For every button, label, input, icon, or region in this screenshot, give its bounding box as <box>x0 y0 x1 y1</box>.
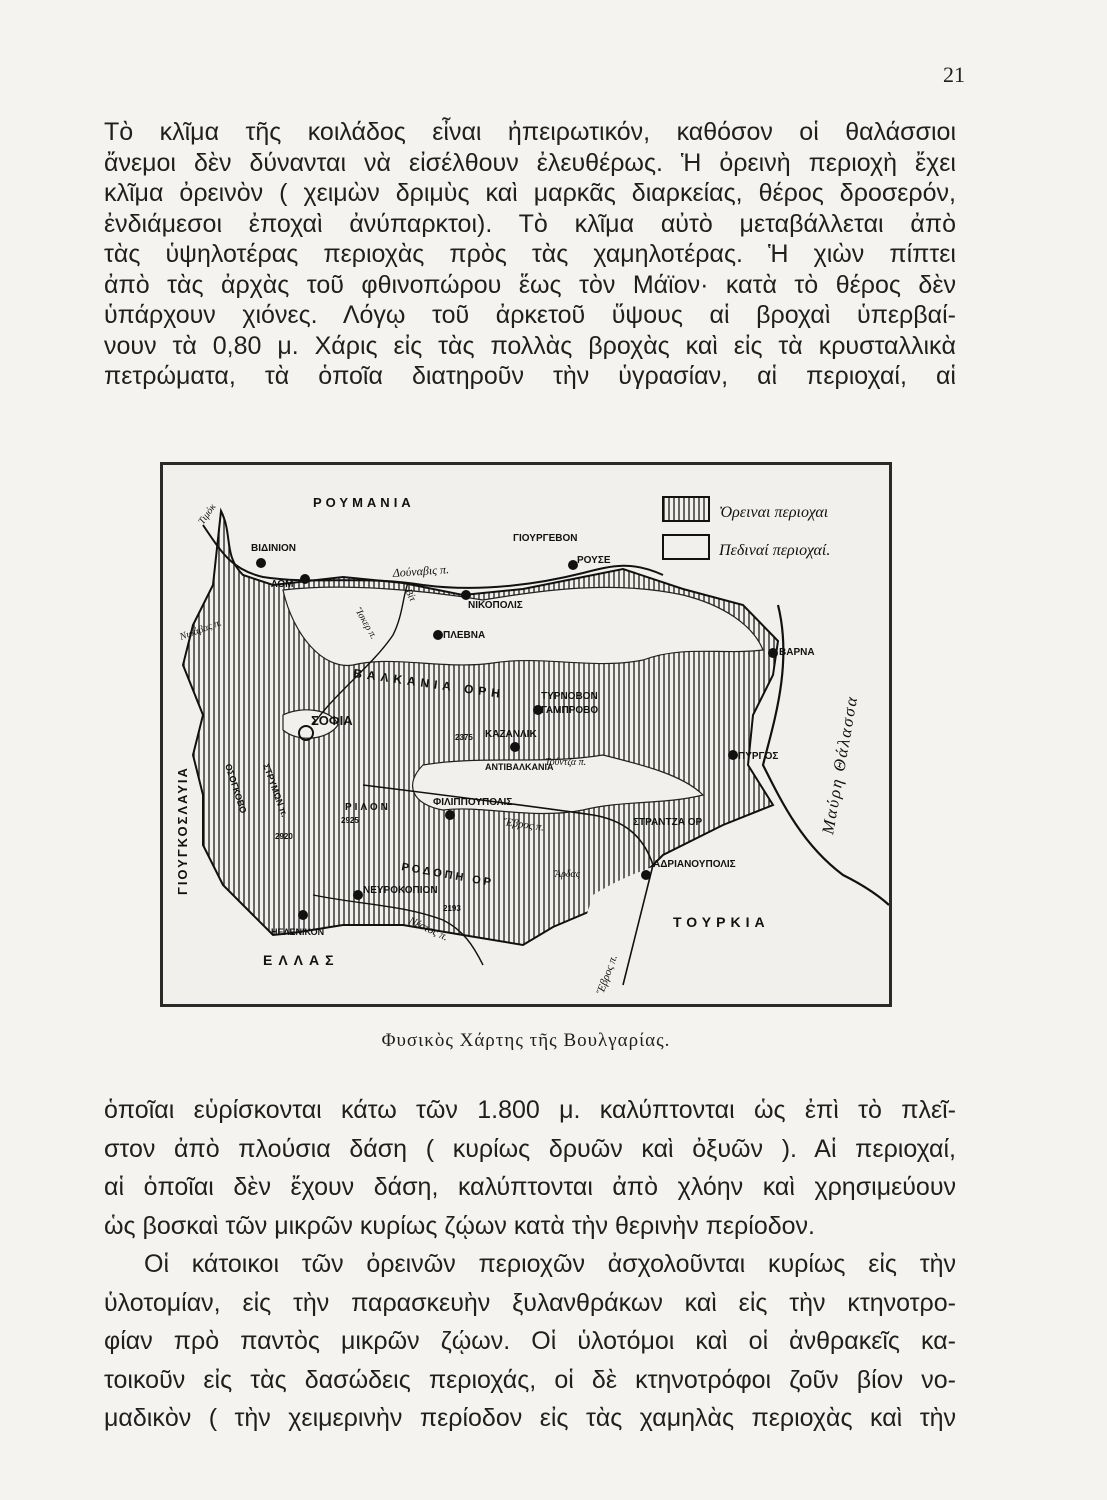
label-nisava: Νισάβας π. <box>178 617 224 643</box>
label-alt-rodopi: 2193 <box>443 904 461 913</box>
text-line: τοικοῦν εἰς τὰς δασώδεις περιοχάς, οἱ δὲ κτηνοτρόφοι ζοῦν βίον νο- <box>104 1365 956 1394</box>
text-line: αἱ ὁποῖαι δὲν ἔχουν δάση, καλύπτονται ἀπὸ χλόην καὶ χρησιμεύουν <box>104 1173 956 1201</box>
label-sofia: ΣΟΦΙΑ <box>311 713 353 728</box>
page-number: 21 <box>943 62 965 87</box>
label-helenikon: ΗΕΛΕΝΙΚΟΝ <box>271 927 325 937</box>
city-nevrokopion <box>353 890 363 900</box>
city-pyrgos <box>728 750 738 760</box>
label-struma: ΣΤΡΥΜΩΝ π. <box>261 762 290 819</box>
label-alt-balkan: 2375 <box>455 733 473 742</box>
label-giourgevo: ΓΙΟΥΡΓΕΒΟΝ <box>513 533 578 544</box>
city-varna <box>768 648 778 658</box>
label-evros-lower: Ἕβρος π. <box>594 953 620 997</box>
city-lom <box>300 574 310 584</box>
label-iskar: Ἴσκερ π. <box>352 606 380 642</box>
text-line: τὰς ὑψηλοτέρας περιοχὰς πρὸς τὰς χαμηλοτέρας. Ἡ χιὼν πίπτει <box>104 240 956 268</box>
label-nevrokopion: ΝΕΥΡΟΚΟΠΙΟΝ <box>363 885 438 896</box>
city-helenikon <box>298 910 308 920</box>
label-gabrovo: ΓΑΜΠΡΟΒΟ <box>541 705 599 716</box>
label-tundza: Τούντζα π. <box>545 757 587 768</box>
city-filippoupolis <box>445 810 455 820</box>
label-nikopolis: ΝΙΚΟΠΟΛΙΣ <box>468 600 523 611</box>
text-line: κλῖμα ὀρεινὸν ( χειμὼν δριμὺς καὶ μαρκᾶς διαρκείας, θέρος δροσερόν, <box>104 179 956 207</box>
label-balkan: ΒΑΛΚΑΝΙΑ ΟΡΗ <box>352 666 506 702</box>
label-nestos: Νέστος π. <box>406 914 450 944</box>
legend-mountain-label: Ὀρειναι περιοχαι <box>719 504 829 521</box>
city-vidin <box>256 558 266 568</box>
text-line: ὁποῖαι εὑρίσκονται κάτω τῶν 1.800 μ. καλύπτονται ὡς ἐπὶ τὸ πλεῖ- <box>104 1096 956 1124</box>
label-timok: Τιμόκ <box>196 501 219 527</box>
text-line: νουν τὰ 0,80 μ. Χάρις εἰς τὰς πολλὰς βροχὰς καὶ εἰς τὰ κρυσταλλικὰ <box>104 331 956 360</box>
text-line: ἀπὸ τὰς ἀρχὰς τοῦ φθινοπώρου ἕως τὸν Μάϊον· κατὰ τὸ θέρος δὲν <box>104 270 956 299</box>
label-antibalkan: ΑΝΤΙΒΑΛΚΑΝΙΑ <box>485 762 554 772</box>
label-romania: ΡΟΥΜΑΝΙΑ <box>313 495 415 510</box>
label-rila: ΡΙΛΟΝ <box>345 802 391 813</box>
text-line: πετρώματα, τὰ ὁποῖα διατηροῦν τὴν ὑγρασίαν, αἱ περιοχαί, αἱ <box>104 362 956 390</box>
label-alt-pirin: 2920 <box>275 832 293 841</box>
bulgaria-physical-map <box>160 462 892 1007</box>
paragraph-forests <box>104 1091 956 1245</box>
text-line: ὑλοτομίαν, εἰς τὴν παρασκευὴν ξυλανθράκων καὶ εἰς τὴν κτηνοτρο- <box>104 1288 956 1317</box>
label-alt-rila: 2925 <box>341 816 359 825</box>
legend-plain-swatch <box>663 535 709 559</box>
city-plevna <box>433 630 443 640</box>
text-line: ἐνδιάμεσοι ἐποχαὶ ἀνύπαρκτοι). Τὸ κλῖμα αὐτὸ μεταβάλλεται ἀπὸ <box>104 209 956 238</box>
text-line: Τὸ κλῖμα τῆς κοιλάδος εἶναι ἠπειρωτικόν, καθόσον οἱ θαλάσσιοι <box>104 118 956 146</box>
label-vit: Βίτ <box>402 587 418 604</box>
label-evros: Ἕβρος π. <box>502 816 545 834</box>
text-line: ἄνεμοι δὲν δύνανται νὰ εἰσέλθουν ἐλευθέρως. Ἡ ὀρεινὴ περιοχὴ ἔχει <box>104 148 956 177</box>
label-osogovo: ΟΣΟΓΚΟΒΟ <box>223 762 249 815</box>
city-nikopolis <box>461 590 471 600</box>
label-filippoupolis: ΦΙΛΙΠΠΟΥΠΟΛΙΣ <box>433 797 513 808</box>
label-rodopi: ΡΟΔΟΠΗ ΟΡ <box>400 861 495 890</box>
label-arda: Ἄρδας <box>555 869 580 880</box>
paragraph-climate <box>104 117 956 392</box>
map-drawing <box>163 465 889 1004</box>
text-line: φίαν πρὸ παντὸς μικρῶν ζῴων. Οἱ ὑλοτόμοι καὶ οἱ ἀνθρακεῖς κα- <box>104 1327 956 1355</box>
text-line: μαδικὸν ( τὴν χειμερινὴν περίοδον εἰς τὰς χαμηλὰς περιοχὰς καὶ τὴν <box>104 1404 956 1432</box>
label-danube: Δούναβις π. <box>392 562 450 580</box>
text-line: ὑπάρχουν χιόνες. Λόγῳ τοῦ ἀρκετοῦ ὕψους αἱ βροχαὶ ὑπερβαί- <box>104 301 956 329</box>
city-adrianoupolis <box>641 870 651 880</box>
map-caption: Φυσικὸς Χάρτης τῆς Βουλγαρίας. <box>381 1030 671 1051</box>
label-rouse: ΡΟΥΣΕ <box>577 555 611 566</box>
label-yugoslavia: ΓΙΟΥΓΚΟΣΛΑΥΙΑ <box>175 766 190 895</box>
label-adrianoupolis: ΑΔΡΙΑΝΟΥΠΟΛΙΣ <box>653 859 736 870</box>
label-turkey: ΤΟΥΡΚΙΑ <box>673 914 770 930</box>
label-tyrnovo: ΤΥΡΝΟΒΟΝ <box>541 691 598 702</box>
label-pyrgos: ΠΥΡΓΟΣ <box>738 751 779 762</box>
text-line: Οἱ κάτοικοι τῶν ὀρεινῶν περιοχῶν ἀσχολοῦνται κυρίως εἰς τὴν <box>144 1250 956 1278</box>
text-line: ὡς βοσκαὶ τῶν μικρῶν κυρίως ζῴων κατὰ τὴν θερινὴν περίοδον. <box>104 1211 815 1240</box>
label-plevna: ΠΛΕΒΝΑ <box>443 630 486 641</box>
label-black-sea: Μαύρη Θάλασσα <box>818 693 862 836</box>
label-greece: ΕΛΛΑΣ <box>263 952 340 968</box>
label-vidin: ΒΙΔΙΝΙΟΝ <box>251 543 296 554</box>
label-lom: ΛΟΜ <box>271 579 294 590</box>
city-kazanlik <box>510 742 520 752</box>
label-strantza: ΣΤΡΑΝΤΖΑ ΟΡ <box>633 817 703 828</box>
paragraph-inhabitants <box>104 1245 956 1438</box>
south-plain <box>163 949 523 1004</box>
label-kazanlik: ΚΑΖΑΝΛΙΚ <box>485 729 537 740</box>
legend-plain-label: Πεδιναί περιοχαί. <box>719 542 831 559</box>
text-line: στον ἀπὸ πλούσια δάση ( κυρίως δρυῶν καὶ ὀξυῶν ). Αἱ περιοχαί, <box>104 1134 956 1163</box>
label-varna: ΒΑΡΝΑ <box>779 647 815 658</box>
legend-mountain-swatch <box>663 497 709 521</box>
